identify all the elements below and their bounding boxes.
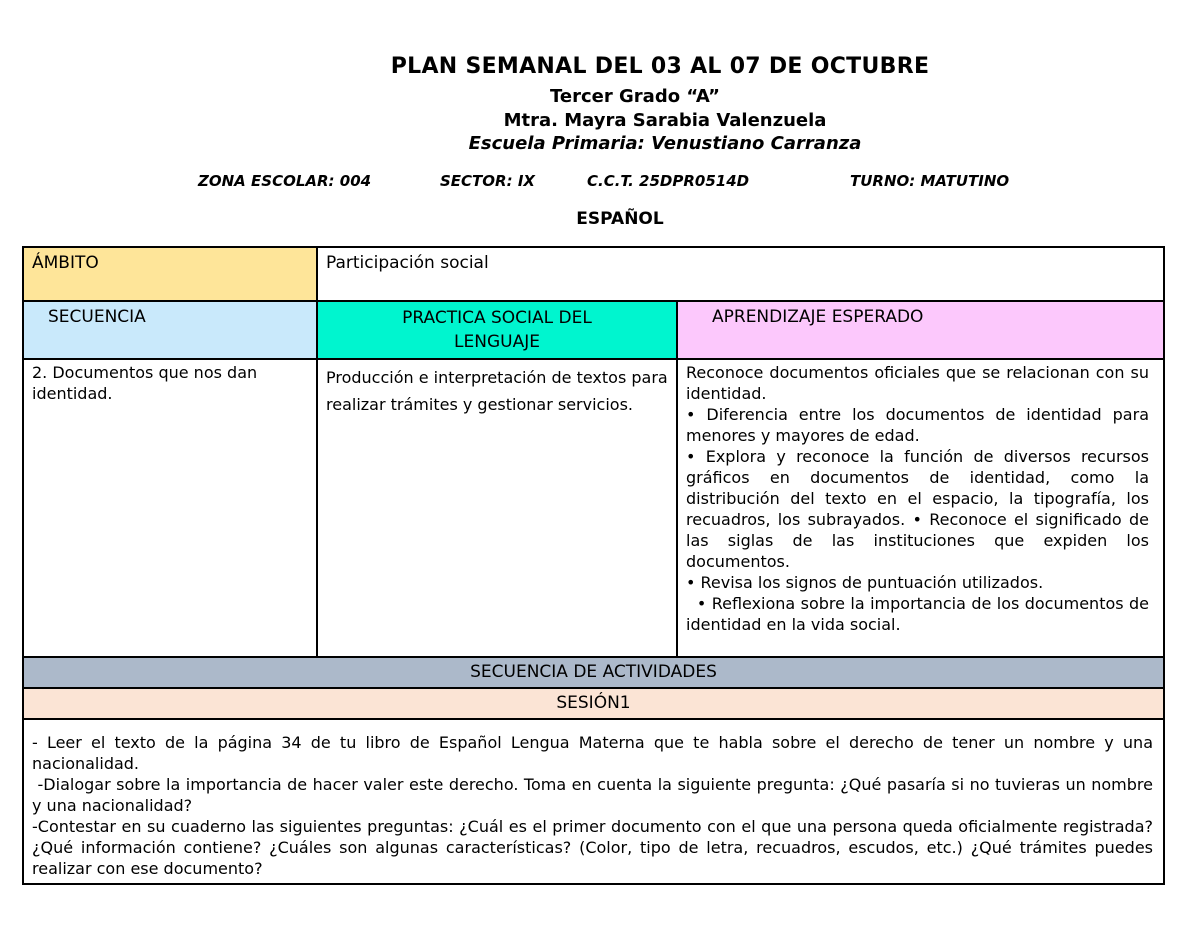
session-row [23, 688, 1164, 719]
sector: SECTOR: IX [440, 172, 535, 190]
aprendizaje-item: • Explora y reconoce la función de diversos recursos gráficos en documentos de identidad, como la distribución del texto en el espacio, la tipografía, los recuadros, los subrayados. • Reconoce el significado de las siglas de las instituciones que expiden los documentos. [686, 447, 1149, 571]
school-info-row [0, 172, 1200, 192]
activity-item: - Leer el texto de la página 34 de tu libro de Español Lengua Materna que te habla sobre el derecho de tener un nombre y una nacionalidad. [32, 733, 1153, 773]
aprendizaje-item: • Diferencia entre los documentos de identidad para menores y mayores de edad. [686, 405, 1149, 445]
aprendizaje-item: • Reflexiona sobre la importancia de los documentos de identidad en la vida social. [686, 594, 1155, 634]
secuencia-label: SECUENCIA [48, 307, 146, 327]
aprendizaje-label: APRENDIZAJE ESPERADO [712, 307, 924, 327]
activity-item: -Dialogar sobre la importancia de hacer valer este derecho. Toma en cuenta la siguiente pregunta: ¿Qué pasaría si no tuvieras un nombre y una nacionalidad? [32, 775, 1159, 815]
column-header-row [23, 301, 1164, 359]
practica-label: PRACTICA SOCIAL DEL LENGUAJE [402, 308, 592, 352]
ambito-value-cell [317, 247, 1164, 301]
activities-cell [23, 719, 1164, 884]
plan-table [22, 246, 1165, 885]
aprendizaje-value-cell [677, 359, 1164, 657]
activities-list [24, 720, 1163, 883]
session-cell [23, 688, 1164, 719]
activities-header-row [23, 657, 1164, 688]
secuencia-value-cell [23, 359, 317, 657]
ambito-value: Participación social [326, 253, 489, 273]
session-label: SESIÓN1 [556, 693, 631, 713]
activities-row [23, 719, 1164, 884]
ambito-label: ÁMBITO [32, 253, 99, 273]
aprendizaje-item: Reconoce documentos oficiales que se relacionan con su identidad. [686, 363, 1149, 403]
cct: C.C.T. 25DPR0514D [587, 172, 750, 190]
school-line: Escuela Primaria: Venustiano Carranza [468, 133, 862, 154]
ambito-label-cell [23, 247, 317, 301]
aprendizaje-header-cell [677, 301, 1164, 359]
practica-value-cell [317, 359, 677, 657]
aprendizaje-item: • Revisa los signos de puntuación utilizados. [686, 573, 1044, 592]
ambito-row [23, 247, 1164, 301]
turno: TURNO: MATUTINO [850, 172, 1010, 190]
plan-title: PLAN SEMANAL DEL 03 AL 07 DE OCTUBRE [390, 54, 930, 79]
content-row [23, 359, 1164, 657]
practica-value: Producción e interpretación de textos para realizar trámites y gestionar servicios. [326, 368, 668, 414]
activities-header-cell [23, 657, 1164, 688]
aprendizaje-list [678, 360, 1163, 635]
activities-label: SECUENCIA DE ACTIVIDADES [470, 662, 717, 682]
teacher-line: Mtra. Mayra Sarabia Valenzuela [503, 110, 827, 131]
grade-line: Tercer Grado “A” [550, 86, 720, 107]
activity-item: -Contestar en su cuaderno las siguientes preguntas: ¿Cuál es el primer documento con el que una persona queda oficialmente registrada? ¿Qué información contiene? ¿Cuáles son algunas características? (Color, tipo de letra, recuadros, escudos, etc.) ¿Qué trámites puedes realizar con ese documento? [32, 817, 1153, 878]
subject-heading: ESPAÑOL [576, 209, 664, 229]
zona-escolar: ZONA ESCOLAR: 004 [198, 172, 372, 190]
secuencia-header-cell [23, 301, 317, 359]
practica-header-cell [317, 301, 677, 359]
secuencia-value: 2. Documentos que nos dan identidad. [32, 363, 258, 403]
